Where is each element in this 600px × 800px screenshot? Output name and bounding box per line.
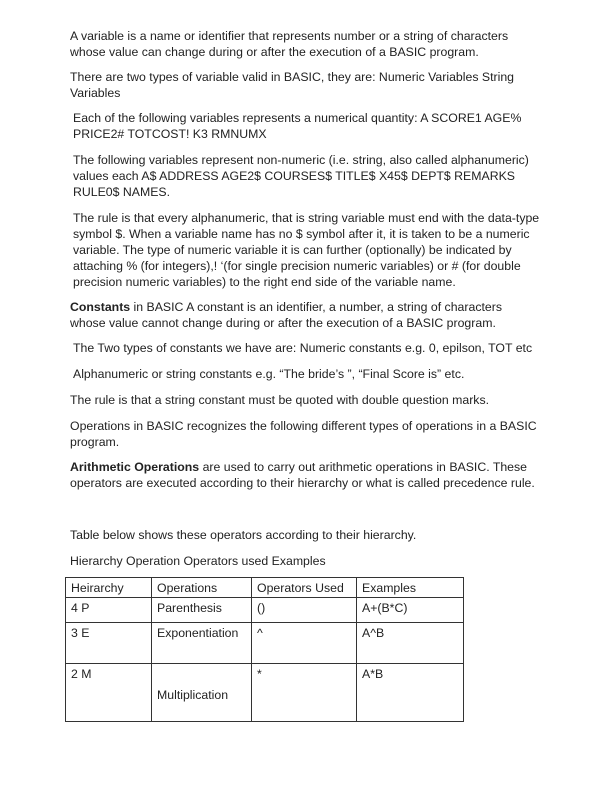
table-cell: A^B	[357, 623, 464, 664]
table-cell: 4 P	[66, 598, 152, 623]
paragraph-numeric-examples: Each of the following variables represents a numerical quantity: A SCORE1 AGE% PRICE2# TOTCOST! K3 RMNUMX	[73, 111, 522, 141]
paragraph-variable-rule: The rule is that every alphanumeric, that is string variable must end with the data-type symbol $. When a variable name has no $ symbol after it, it is taken to be a numeric variable. The type of numeric variable it is can further (optionally) be indicated by attaching % (for integers),! ‘(for single precision numeric variables) or # (for double precision numeric variables) to the right end side of the variable name.	[73, 211, 540, 289]
table-row	[66, 664, 464, 722]
table-header-row	[66, 578, 464, 598]
table-cell: Parenthesis	[152, 598, 252, 623]
constants-text: in BASIC A constant is an identifier, a number, a string of characters whose value cannot change during or after the execution of a BASIC program.	[70, 300, 502, 330]
table-cell: A*B	[357, 664, 464, 722]
constants-heading: Constants	[70, 300, 131, 314]
arithmetic-heading: Arithmetic Operations	[70, 460, 200, 474]
table-cell: 2 M	[66, 664, 152, 722]
paragraph-string-rule: The rule is that a string constant must be quoted with double question marks.	[70, 393, 490, 407]
table-cell: Exponentiation	[152, 623, 252, 664]
paragraph-table-intro: Table below shows these operators according to their hierarchy.	[70, 528, 417, 542]
table-header-cell: Examples	[357, 578, 464, 598]
table-header-cell: Operators Used	[252, 578, 357, 598]
table-row	[66, 598, 464, 623]
arithmetic-text: are used to carry out arithmetic operations in BASIC. These operators are executed according to their hierarchy or what is called precedence rule.	[70, 460, 535, 490]
operators-table	[65, 577, 464, 722]
table-cell: *	[252, 664, 357, 722]
paragraph-variable-types: There are two types of variable valid in BASIC, they are: Numeric Variables String Variables	[70, 70, 515, 100]
paragraph-table-caption: Hierarchy Operation Operators used Examples	[70, 554, 326, 568]
paragraph-constants	[70, 299, 540, 331]
paragraph-variable-definition: A variable is a name or identifier that represents number or a string of characters whose value can change during or after the execution of a BASIC program.	[70, 29, 509, 59]
table-header-cell: Heirarchy	[66, 578, 152, 598]
paragraph-arithmetic	[70, 459, 540, 491]
paragraph-operations: Operations in BASIC recognizes the following different types of operations in a BASIC program.	[70, 419, 537, 449]
table-row	[66, 623, 464, 664]
table-header-cell: Operations	[152, 578, 252, 598]
table-cell: ()	[252, 598, 357, 623]
table-cell: A+(B*C)	[357, 598, 464, 623]
paragraph-string-constants: Alphanumeric or string constants e.g. “The bride’s ”, “Final Score is” etc.	[73, 367, 465, 381]
paragraph-constant-types: The Two types of constants we have are: Numeric constants e.g. 0, epilson, TOT etc	[73, 341, 533, 355]
table-cell: 3 E	[66, 623, 152, 664]
table-cell: ^	[252, 623, 357, 664]
paragraph-string-examples: The following variables represent non-numeric (i.e. string, also called alphanumeric) values each A$ ADDRESS AGE2$ COURSES$ TITLE$ X45$ DEPT$ REMARKS RULE0$ NAMES.	[73, 153, 529, 199]
table-cell: Multiplication	[152, 664, 252, 722]
